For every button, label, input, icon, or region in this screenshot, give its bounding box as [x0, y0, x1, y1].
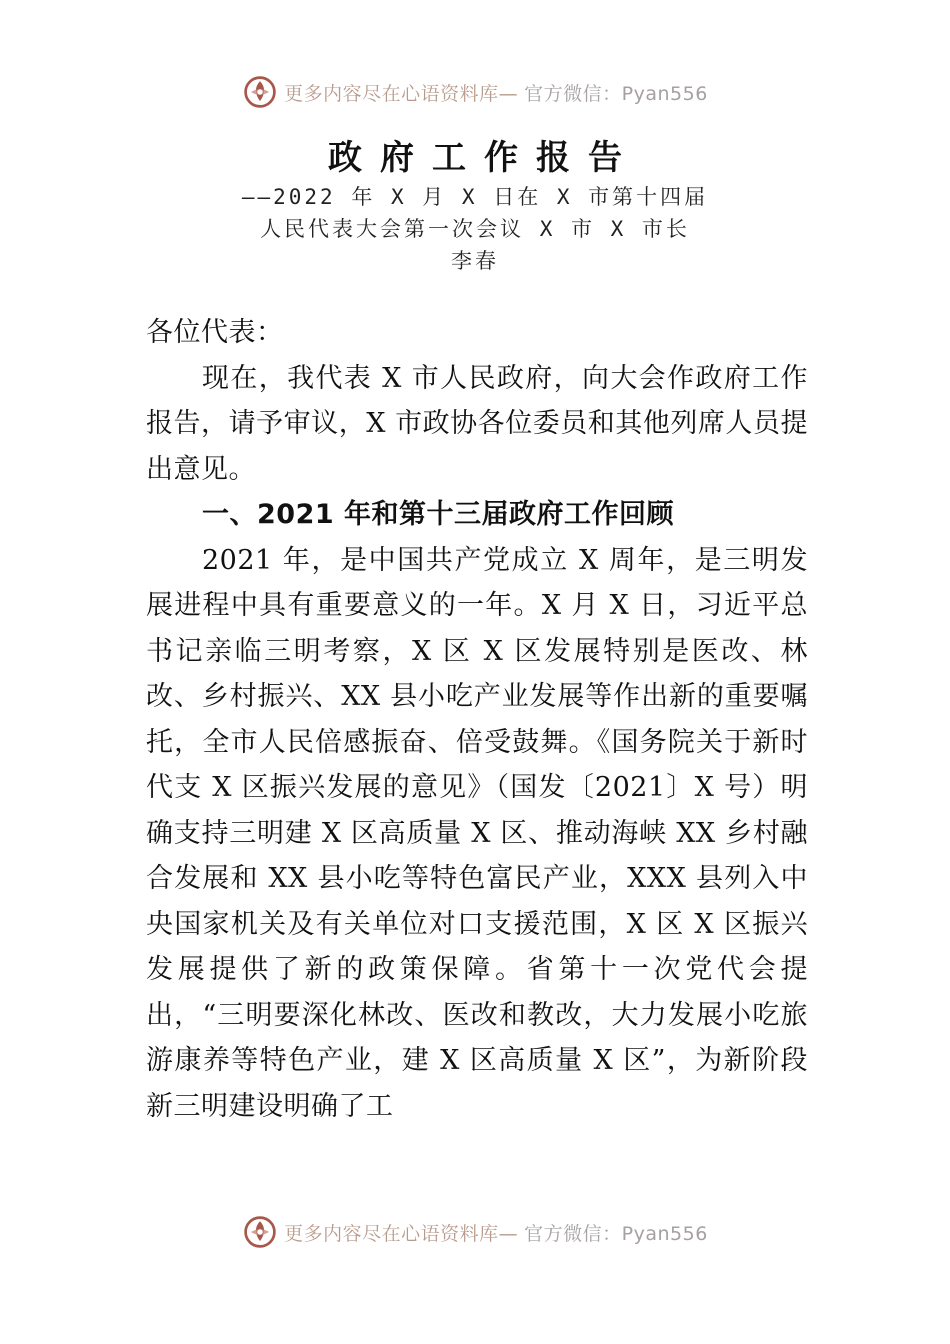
document-body	[146, 310, 808, 1129]
watermark-bottom	[0, 1214, 950, 1250]
salutation: 各位代表：	[146, 317, 284, 348]
subtitle-line-3: 李春	[451, 249, 499, 273]
watermark-top	[0, 74, 950, 110]
body-paragraph: 2021 年，是中国共产党成立 X 周年，是三明发展进程中具有重要意义的一年。X 月 X 日，习近平总书记亲临三明考察，X 区 X 区发展特别是医改、林改、乡村振兴、XX 县小吃产业发展等作出新的重要嘱托，全市人民倍感振奋、倍受鼓舞。《国务院关于新时代支 X 区振兴发展的意见》（国发〔2021〕X 号）明确支持三明建 X 区高质量 X 区、推动海峡 XX 乡村融合发展和 XX 县小吃等特色富民产业，XXX 县列入中央国家机关及有关单位对口支援范围，X 区 X 区振兴发展提供了新的政策保障。省第十一次党代会提出，“三明要深化林改、医改和教改，大力发展小吃旅游康养等特色产业，建 X 区高质量 X 区”，为新阶段新三明建设明确了工	[146, 544, 808, 1122]
title-block	[0, 130, 950, 277]
document-title: 政府工作报告	[328, 138, 640, 178]
watermark-text: 更多内容尽在心语资料库—	[284, 1222, 519, 1245]
watermark-wechat: 官方微信：Pyan556	[524, 1222, 708, 1245]
flower-seal-icon	[242, 1214, 278, 1250]
subtitle-line-1: ——2022 年 X 月 X 日在 X 市第十四届	[241, 185, 709, 209]
watermark-text: 更多内容尽在心语资料库—	[284, 82, 519, 105]
intro-paragraph: 现在，我代表 X 市人民政府，向大会作政府工作报告，请予审议，X 市政协各位委员和其他列席人员提出意见。	[146, 362, 808, 485]
flower-seal-icon	[242, 74, 278, 110]
subtitle-line-2: 人民代表大会第一次会议 X 市 X 市长	[260, 217, 690, 241]
watermark-wechat: 官方微信：Pyan556	[524, 82, 708, 105]
section-heading: 一、2021 年和第十三届政府工作回顾	[202, 499, 675, 530]
